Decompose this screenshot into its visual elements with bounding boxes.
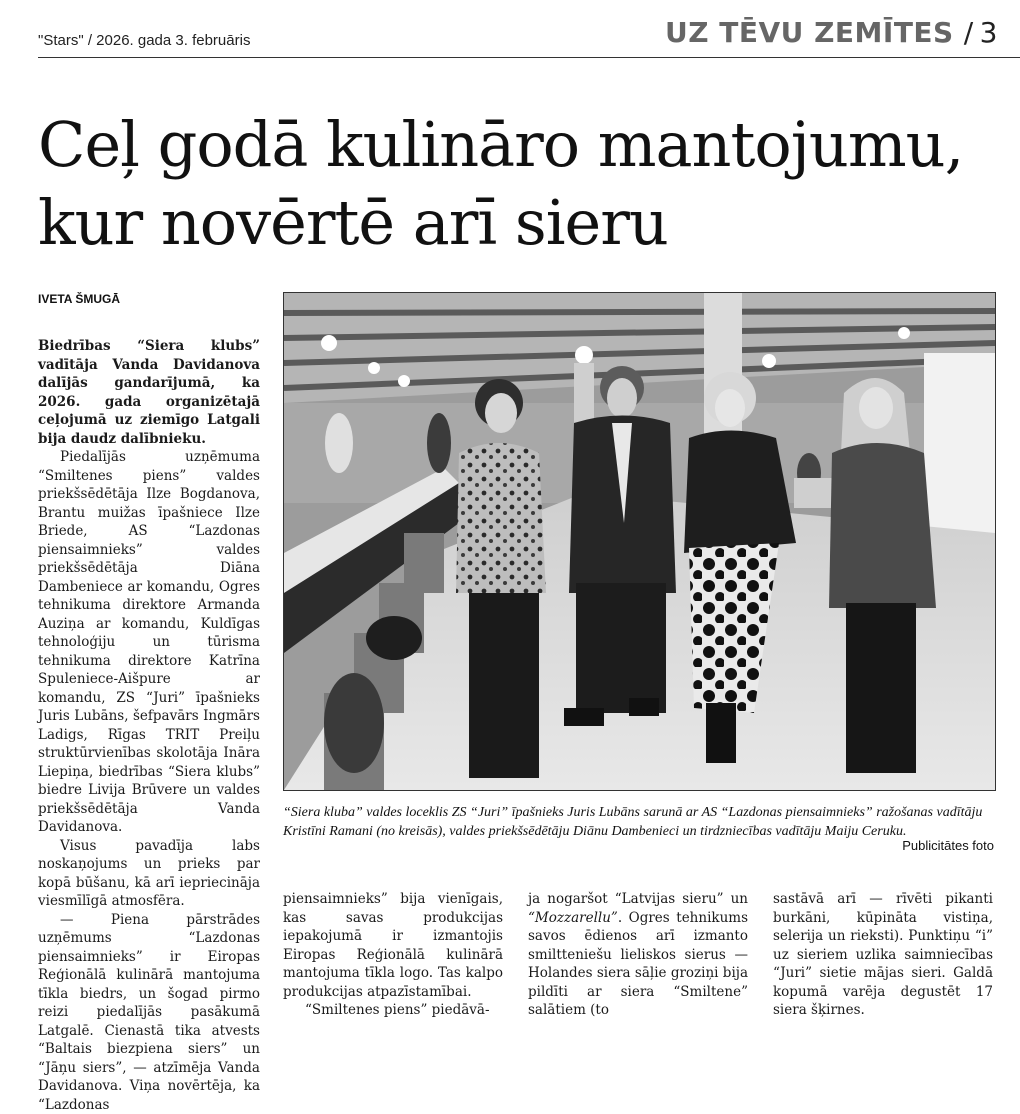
header-separator: /: [964, 16, 974, 49]
headline-line-2: kur novērtē arī sieru: [38, 184, 1018, 262]
photo-credit: Publicitātes foto: [902, 838, 994, 853]
lead-paragraph: Biedrības “Siera klubs” vadītāja Vanda Davidanova dalījās gandarījumā, ka 2026. gada organizētajā ceļojumā uz ziemīgo Latgali bija daudz dalībnieku.: [38, 337, 260, 448]
photo-caption: “Siera kluba” valdes loceklis ZS “Juri” īpašnieks Juris Lubāns sarunā ar AS “Lazdonas piensaimnieks” ražošanas vadītāju Kristīni Ramani (no kreisās), valdes priekšsēdētāju Diānu Dambenieci un tirdzniecības vadītāju Maiju Ceruku.: [283, 803, 995, 841]
body-text: . Ogres tehnikums savos ēdienos arī izmanto smiltteniešu lieliskos sierus — Holandes siera sāļie groziņi bija pildīti ar siera “Smiltene” salātiem (to: [528, 910, 748, 1019]
page-header-right: [665, 16, 998, 49]
body-paragraph: piensaimnieks” bija vienīgais, kas savas produkcijas iepakojumā ir izmantojis Eiropas Reģionālā kulinārā mantojuma tīkla logo. Tas kalpo produkcijas atpazīstamībai.: [283, 890, 503, 1001]
italic-product-name: “Mozzarellu”: [528, 910, 618, 926]
photo-illustration: [284, 293, 995, 790]
article-column-2: [283, 890, 503, 1020]
body-paragraph: “Smiltenes piens” piedāvā-: [283, 1001, 503, 1020]
header-rule: [38, 57, 1020, 58]
author-byline: IVETA ŠMUGĀ: [38, 292, 120, 306]
article-column-1: [38, 337, 260, 1114]
article-photo: [283, 292, 996, 791]
page-number: 3: [980, 16, 998, 49]
body-paragraph: Piedalījās uzņēmuma “Smiltenes piens” valdes priekšsēdētāja Ilze Bogdanova, Brantu muižas īpašniece Ilze Briede, AS “Lazdonas piensaimnieks” valdes priekšsēdētāja Diāna Dambeniece ar komandu, Ogres tehnikuma direktore Armanda Auziņa ar komandu, Kuldīgas tehnoloģiju un tūrisma tehnikuma direktore Katrīna Spuleniece-Aišpure ar komandu, ZS “Juri” īpašnieks Juris Lubāns, šefpavārs Ingmārs Ladigs, Rīgas TRIT Preiļu struktūrvienības skolotāja Ināra Liepiņa, biedrības “Siera klubs” biedre Livija Brūvere un valdes priekšsēdētāja Vanda Davidanova.: [38, 448, 260, 837]
body-text: ja nogaršot “Latvijas sieru” un: [528, 891, 748, 907]
body-paragraph: Visus pavadīja labs noskaņojums un prieks par kopā būšanu, kā arī iepriecināja viesmīlīgā atmosfēra.: [38, 837, 260, 911]
section-title: UZ TĒVU ZEMĪTES: [665, 16, 954, 49]
headline-line-1: Ceļ godā kulināro mantojumu,: [38, 106, 1018, 184]
article-column-3: [528, 890, 748, 1020]
issue-date: "Stars" / 2026. gada 3. februāris: [38, 32, 250, 49]
headline: [38, 106, 1018, 262]
body-paragraph: — Piena pārstrādes uzņēmums “Lazdonas piensaimnieks” ir Eiropas Reģionālā kulinārā mantojuma tīkla biedrs, un šogad pirmo reizi piedalījās pasākumā Latgalē. Cienastā tika atvests “Baltais biezpiena siers” un “Jāņu siers”, — atzīmēja Vanda Davidanova. Viņa novērtēja, ka “Lazdonas: [38, 911, 260, 1114]
article-column-4: [773, 890, 993, 1020]
body-paragraph: sastāvā arī — rīvēti pikanti burkāni, kūpināta vistiņa, selerija un rieksti). Punktiņu “i” uz sieriem uzlika saimniecības “Juri” sietie mājas sieri. Galdā kopumā varēja degustēt 17 siera šķirnes.: [773, 890, 993, 1020]
body-paragraph: [528, 890, 748, 1020]
